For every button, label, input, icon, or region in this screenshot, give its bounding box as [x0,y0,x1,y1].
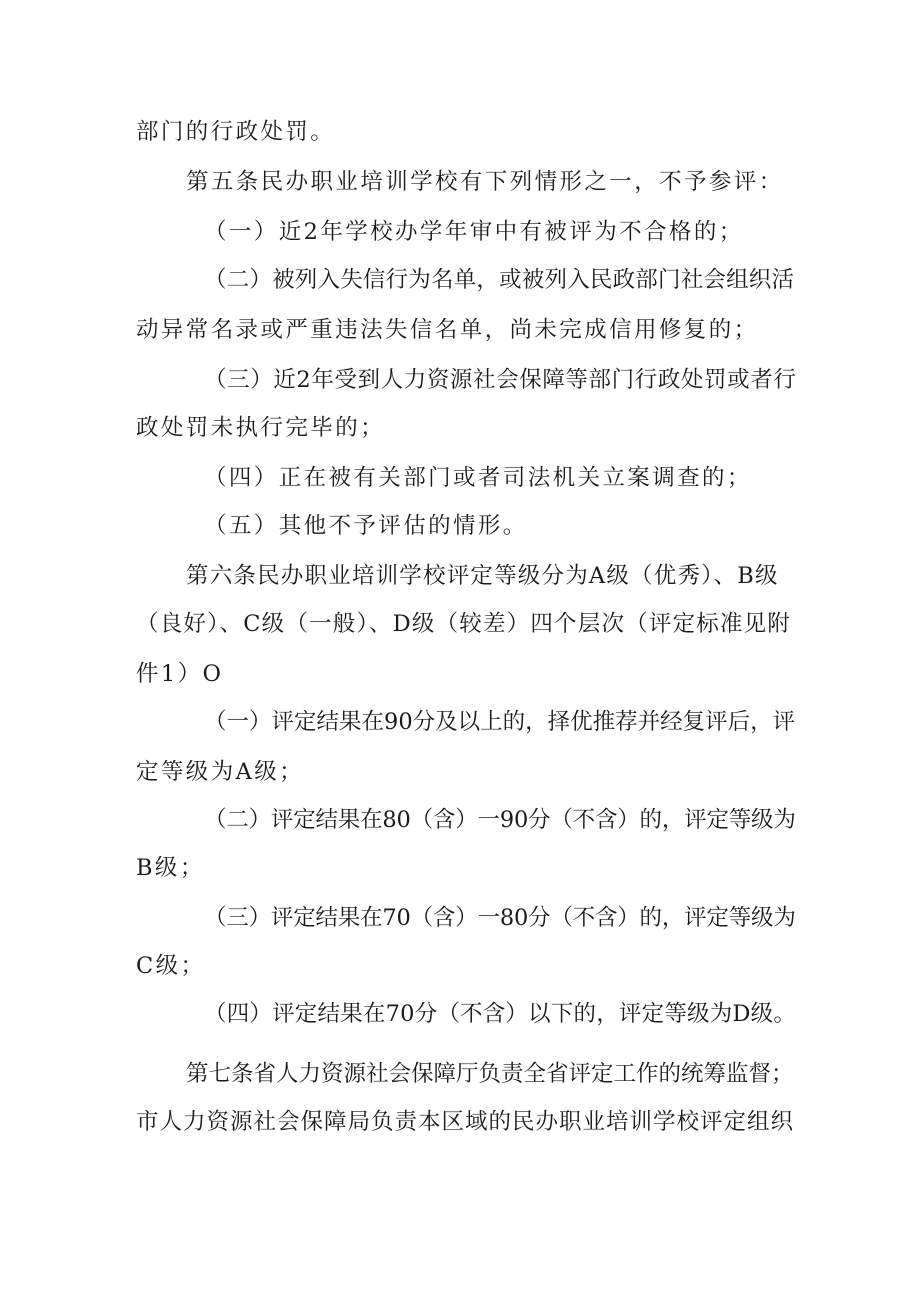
article-5-item-3: （三）近2年受到人力资源社会保障等部门行政处罚或者行 [204,367,797,393]
text-line: 市人力资源社会保障局负责本区域的民办职业培训学校评定组织 [136,1109,795,1135]
text-line: 件1）O [136,661,224,687]
article-6-item-1: （一）评定结果在90分及以上的，择优推荐并经复评后，评 [204,709,796,735]
text-line: 部门的行政处罚。 [136,119,336,145]
text-line: 政处罚未执行完毕的； [136,415,386,441]
article-6-item-3: （三）评定结果在70（含）一80分（不含）的，评定等级为 [204,905,796,931]
text-line: B级； [136,855,205,881]
article-5-heading: 第五条民办职业培训学校有下列情形之一，不予参评： [186,169,784,195]
text-line: （良好）、C级（一般）、D级（较差）四个层次（评定标准见附 [136,611,792,637]
article-5-item-1: （一）近2年学校办学年审中有被评为不合格的； [204,219,744,245]
text-line: 定等级为A级； [136,759,305,785]
article-7-heading: 第七条省人力资源社会保障厅负责全省评定工作的统筹监督； [186,1061,794,1087]
article-5-item-4: （四）正在被有关部门或者司法机关立案调查的； [204,465,752,491]
article-5-item-2: （二）被列入失信行为名单，或被列入民政部门社会组织活 [204,267,795,293]
article-6-heading: 第六条民办职业培训学校评定等级分为A级（优秀）、B级 [186,563,779,589]
text-line: C级； [136,953,206,979]
article-6-item-4: （四）评定结果在70分（不含）以下的，评定等级为D级。 [204,1001,797,1027]
text-line: 动异常名录或严重违法失信名单，尚未完成信用修复的； [136,317,759,343]
article-6-item-2: （二）评定结果在80（含）一90分（不含）的，评定等级为 [204,807,796,833]
article-5-item-5: （五）其他不予评估的情形。 [204,513,528,539]
